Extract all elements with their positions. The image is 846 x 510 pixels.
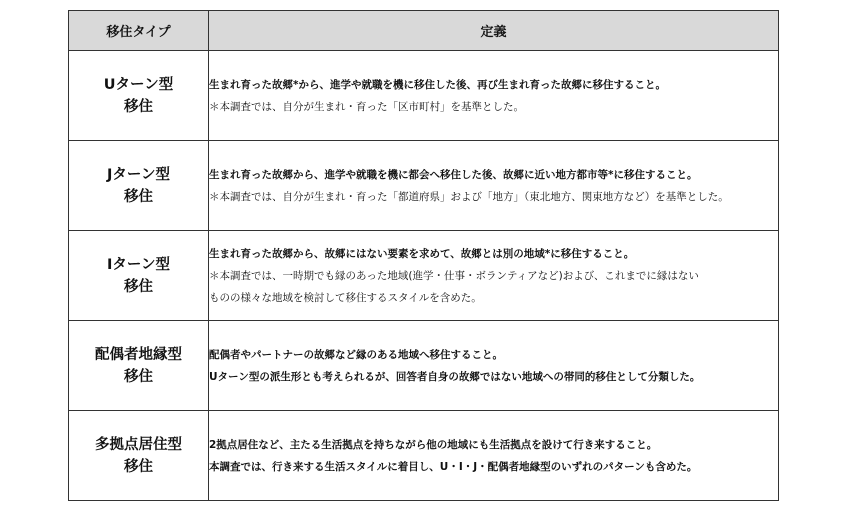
type-suffix: 移住: [124, 368, 153, 385]
type-name: Uターン型: [103, 76, 174, 93]
definition-note: ものの様々な地域を検討して移住するスタイルを含めた。: [209, 291, 482, 304]
type-cell: [69, 411, 209, 501]
definition-cell: [209, 51, 779, 141]
table-row: [69, 411, 779, 501]
type-cell: [69, 231, 209, 321]
definition-note: ＊本調査では、自分が生まれ・育った「区市町村」を基準とした。: [209, 100, 524, 113]
definition-text: 生まれ育った故郷から、故郷にはない要素を求めて、故郷とは別の地域*に移住すること。: [209, 247, 635, 260]
type-suffix: 移住: [124, 278, 153, 295]
definition-cell: [209, 411, 779, 501]
header-row: [69, 11, 779, 51]
type-cell: [69, 321, 209, 411]
definition-note: ＊本調査では、一時期でも縁のあった地域(進学・仕事・ボランティアなど)および、これまでに縁はない: [209, 269, 699, 282]
migration-type-table: [68, 10, 779, 501]
type-suffix: 移住: [124, 98, 153, 115]
type-name: Iターン型: [106, 256, 171, 273]
definition-note: ＊本調査では、自分が生まれ・育った「都道府県」および「地方」（東北地方、関東地方など）を基準とした。: [209, 190, 729, 203]
table-row: [69, 231, 779, 321]
type-suffix: 移住: [124, 188, 153, 205]
type-name: 多拠点居住型: [95, 436, 182, 453]
type-name: 配偶者地縁型: [95, 346, 182, 363]
definition-text: 生まれ育った故郷から、進学や就職を機に都会へ移住した後、故郷に近い地方都市等*に移住すること。: [209, 168, 698, 181]
definition-text: 生まれ育った故郷*から、進学や就職を機に移住した後、再び生まれ育った故郷に移住すること。: [209, 78, 666, 91]
definition-text: Uターン型の派生形とも考えられるが、回答者自身の故郷ではない地域への帯同的移住として分類した。: [209, 370, 701, 383]
type-name: Jターン型: [106, 166, 171, 183]
definition-cell: [209, 231, 779, 321]
type-suffix: 移住: [124, 458, 153, 475]
table-row: [69, 321, 779, 411]
definition-text: 2拠点居住など、主たる生活拠点を持ちながら他の地域にも生活拠点を設けて行き来すること。: [209, 438, 658, 451]
header-type: 移住タイプ: [69, 11, 209, 51]
type-cell: [69, 51, 209, 141]
type-cell: [69, 141, 209, 231]
table-row: [69, 51, 779, 141]
table-row: [69, 141, 779, 231]
definition-text: 本調査では、行き来する生活スタイルに着目し、U・I・J・配偶者地縁型のいずれのパターンも含めた。: [209, 460, 698, 473]
definition-cell: [209, 141, 779, 231]
definition-cell: [209, 321, 779, 411]
definition-text: 配偶者やパートナーの故郷など縁のある地域へ移住すること。: [209, 348, 503, 361]
header-definition: 定義: [209, 11, 779, 51]
